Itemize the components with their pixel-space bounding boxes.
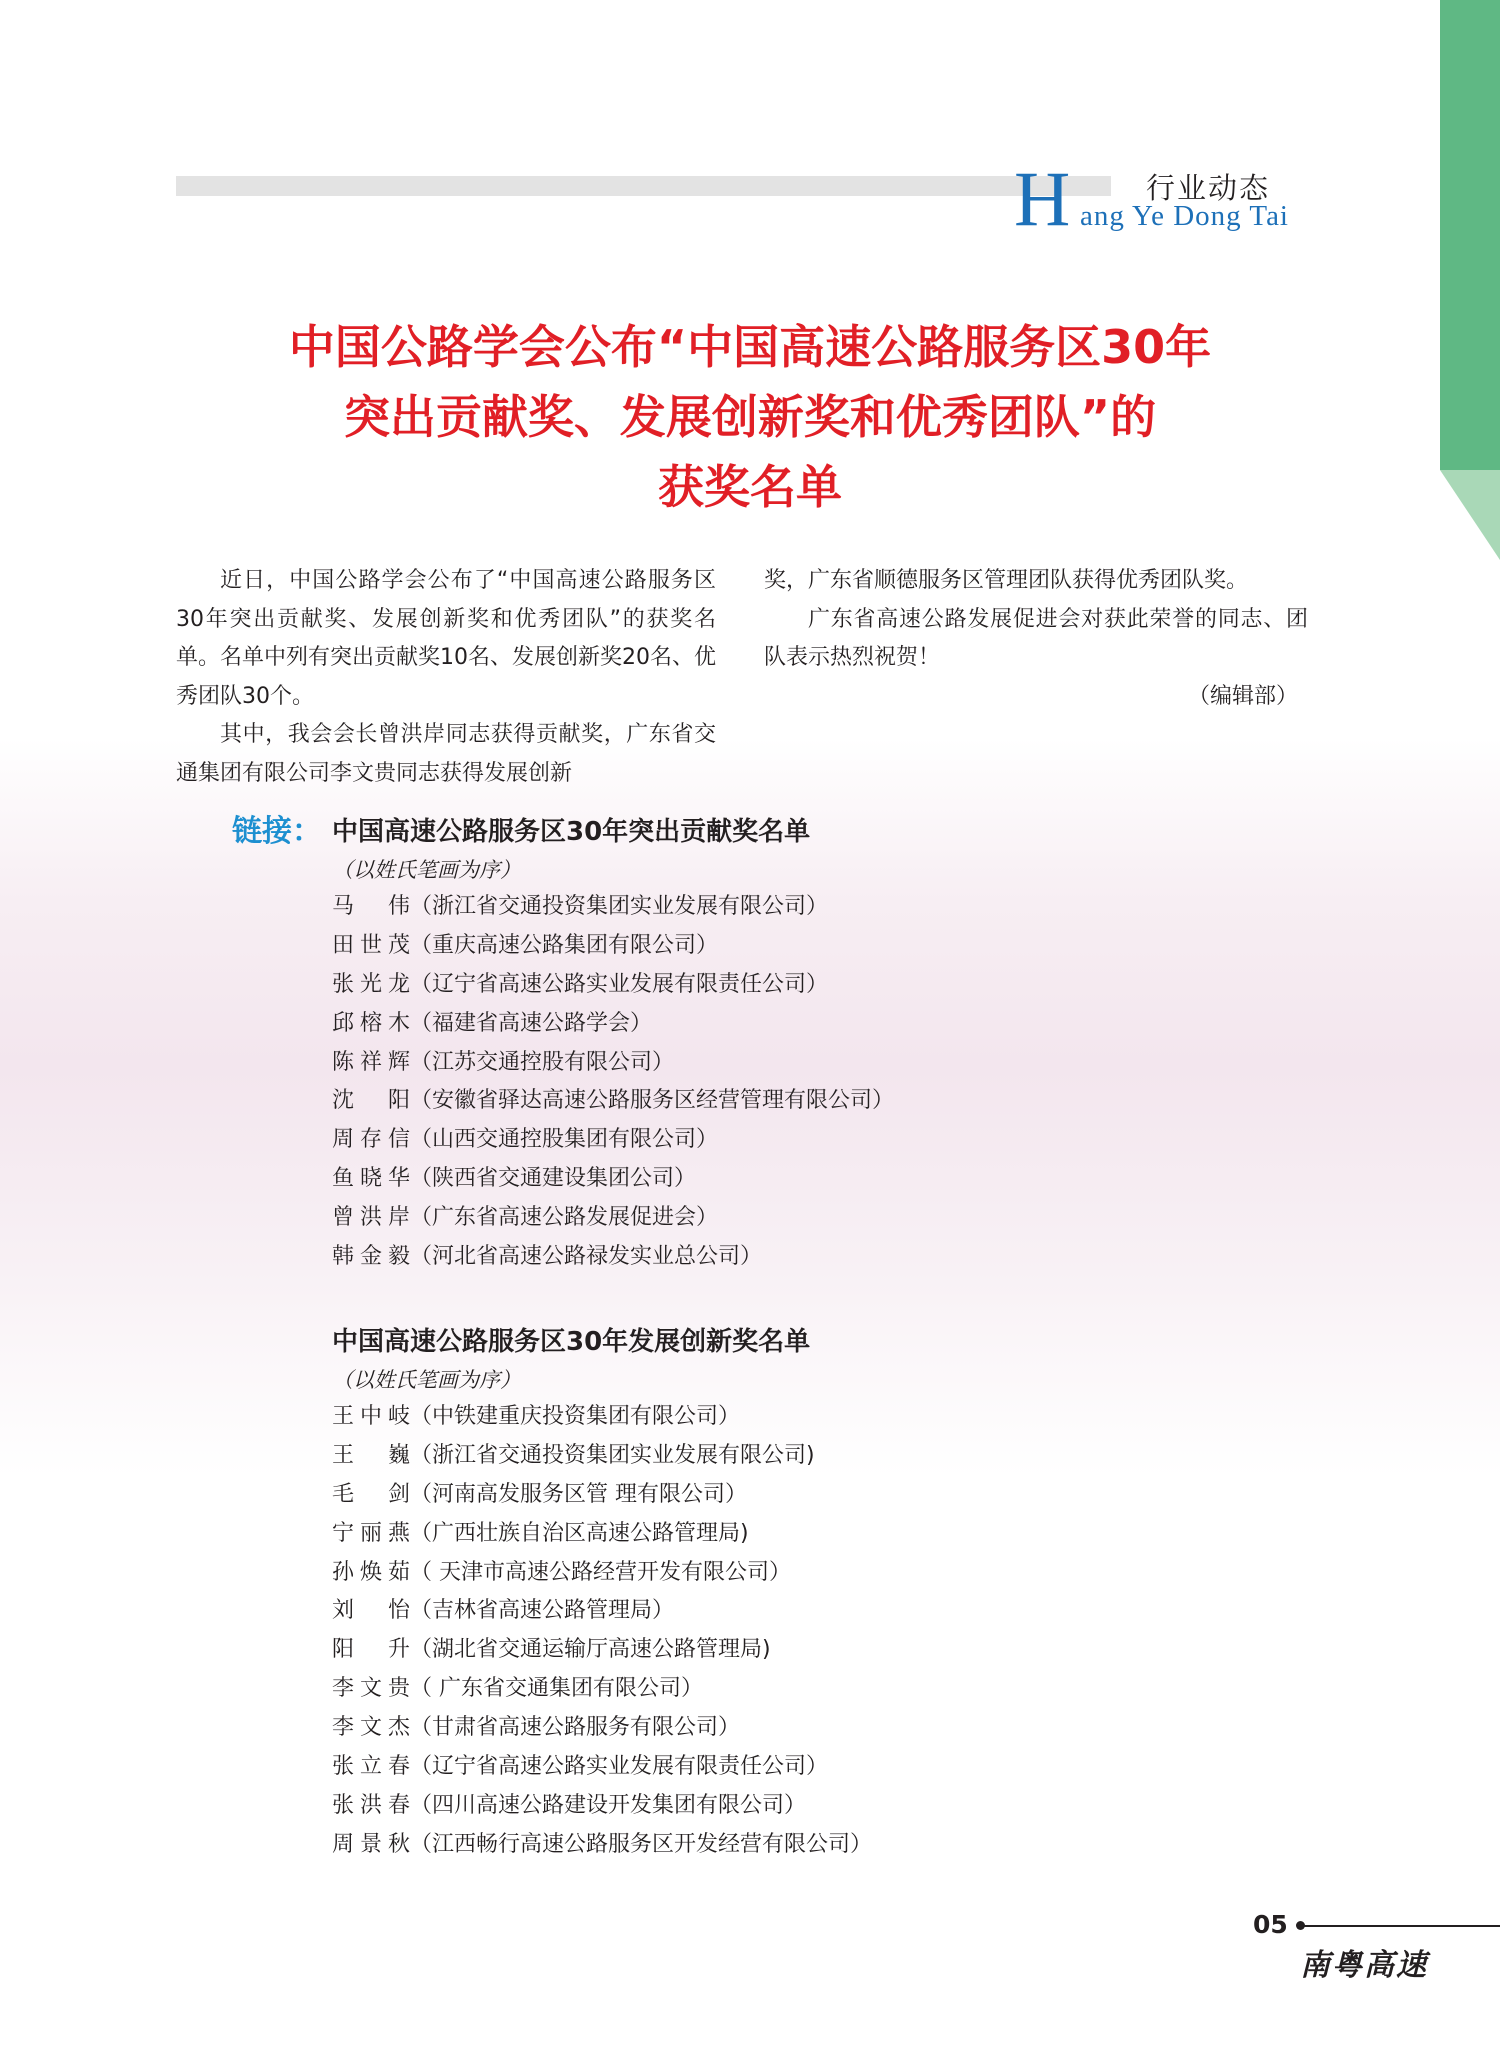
list-item	[332, 1044, 1232, 1083]
awardee-organization: （辽宁省高速公路实业发展有限责任公司）	[410, 971, 829, 997]
list-item	[332, 1238, 1232, 1277]
awardee-name: 李文杰	[332, 1715, 410, 1741]
awardee-organization: （浙江省交通投资集团实业发展有限公司)	[410, 1442, 815, 1468]
awardee-name: 邱榕木	[332, 1010, 410, 1036]
editor-credit: （编辑部）	[1187, 683, 1298, 709]
footer-rule	[1300, 1925, 1500, 1927]
list-item	[332, 1826, 1232, 1865]
awardee-organization: （广西壮族自治区高速公路管理局)	[410, 1520, 749, 1546]
awardee-name: 沈阳	[332, 1088, 410, 1114]
awardee-name: 张立春	[332, 1754, 410, 1780]
list-item	[332, 1515, 1232, 1554]
awardee-name: 宁丽燕	[332, 1520, 410, 1546]
awardee-organization: （广东省高速公路发展促进会）	[410, 1205, 719, 1231]
list-item	[332, 1082, 1232, 1121]
list-entries	[232, 1398, 1232, 1865]
section-title: 行业动态	[1146, 171, 1271, 205]
list-item	[332, 1199, 1232, 1238]
awardee-organization: （甘肃省高速公路服务有限公司）	[410, 1715, 741, 1741]
list-item	[332, 1670, 1232, 1709]
awardee-organization: （ 天津市高速公路经营开发有限公司）	[410, 1559, 791, 1585]
awardee-organization: （重庆高速公路集团有限公司）	[410, 932, 719, 958]
awardee-name: 阳升	[332, 1637, 410, 1663]
awardee-organization: （山西交通控股集团有限公司）	[410, 1127, 719, 1153]
body-paragraph: 广东省高速公路发展促进会对获此荣誉的同志、团队表示热烈祝贺！	[764, 606, 1308, 670]
awardee-organization: （吉林省高速公路管理局）	[410, 1598, 675, 1624]
awardee-organization: （福建省高速公路学会）	[410, 1010, 653, 1036]
awardee-organization: （江西畅行高速公路服务区开发经营有限公司）	[410, 1831, 873, 1857]
section-initial: H	[1014, 155, 1071, 242]
body-paragraph: 其中，我会会长曾洪岸同志获得贡献奖，广东省交通集团有限公司李文贵同志获得发展创新	[176, 722, 716, 786]
awardee-organization: （河南高发服务区管 理有限公司）	[410, 1481, 747, 1507]
awardee-organization: （四川高速公路建设开发集团有限公司）	[410, 1792, 807, 1818]
list-item	[332, 1005, 1232, 1044]
list-item	[332, 1787, 1232, 1826]
list-item	[332, 1709, 1232, 1748]
awardee-name: 孙焕茹	[332, 1559, 410, 1585]
awardee-name: 张光龙	[332, 971, 410, 997]
awardee-organization: （浙江省交通投资集团实业发展有限公司）	[410, 894, 829, 919]
awardee-name: 周景秋	[332, 1831, 410, 1857]
awardee-organization: （河北省高速公路禄发实业总公司）	[410, 1244, 763, 1270]
list-item	[332, 1554, 1232, 1593]
awardee-organization: （陕西省交通建设集团公司）	[410, 1166, 697, 1192]
awardee-name: 陈祥辉	[332, 1049, 410, 1075]
list-item	[332, 1398, 1232, 1437]
awardee-name: 王中岐	[332, 1404, 410, 1429]
awardee-organization: （中铁建重庆投资集团有限公司）	[410, 1404, 741, 1429]
award-list-contribution	[232, 812, 1232, 1277]
list-item	[332, 1476, 1232, 1515]
list-item	[332, 927, 1232, 966]
list-title: 中国高速公路服务区30年发展创新奖名单	[332, 1327, 811, 1357]
list-entries	[232, 888, 1232, 1277]
awardee-name: 李文贵	[332, 1676, 410, 1702]
list-item	[332, 1121, 1232, 1160]
body-paragraph-continued: 奖，广东省顺德服务区管理团队获得优秀团队奖。	[764, 568, 1249, 593]
body-column-right	[764, 562, 1308, 716]
awardee-name: 田世茂	[332, 932, 410, 958]
awardee-name: 马伟	[332, 894, 410, 919]
article-title	[150, 312, 1350, 522]
list-title: 中国高速公路服务区30年突出贡献奖名单	[332, 817, 811, 847]
title-line: 中国公路学会公布“中国高速公路服务区30年	[288, 320, 1212, 374]
awardee-name: 毛剑	[332, 1481, 410, 1507]
list-item	[332, 1592, 1232, 1631]
body-column-left	[176, 562, 716, 793]
award-list-innovation	[232, 1322, 1232, 1865]
awardee-organization: （辽宁省高速公路实业发展有限责任公司）	[410, 1754, 829, 1780]
list-item	[332, 966, 1232, 1005]
awardee-name: 张洪春	[332, 1792, 410, 1818]
awardee-organization: （ 广东省交通集团有限公司）	[410, 1676, 703, 1702]
awardee-organization: （湖北省交通运输厅高速公路管理局)	[410, 1637, 771, 1663]
header-rule	[176, 176, 1111, 196]
awardee-organization: （安徽省驿达高速公路服务区经营管理有限公司）	[410, 1088, 895, 1114]
list-sort-note: （以姓氏笔画为序）	[332, 858, 521, 882]
awardee-name: 刘怡	[332, 1598, 410, 1624]
awardee-name: 曾洪岸	[332, 1205, 410, 1231]
link-label: 链接：	[232, 814, 322, 849]
corner-decoration	[1440, 0, 1500, 560]
list-item	[332, 1160, 1232, 1199]
awardee-name: 鱼晓华	[332, 1166, 410, 1192]
list-item	[332, 888, 1232, 927]
title-line: 获奖名单	[658, 460, 842, 514]
page-number: 05	[1253, 1910, 1288, 1939]
awardee-name: 韩金毅	[332, 1244, 410, 1270]
title-line: 突出贡献奖、发展创新奖和优秀团队”的	[343, 390, 1157, 444]
publication-logo: 南粤高速	[1300, 1948, 1428, 1983]
awardee-name: 周存信	[332, 1127, 410, 1153]
section-title-en: ang Ye Dong Tai	[1080, 200, 1289, 232]
list-sort-note: （以姓氏笔画为序）	[332, 1368, 521, 1392]
awardee-organization: （江苏交通控股有限公司）	[410, 1049, 675, 1075]
awardee-name: 王巍	[332, 1442, 410, 1468]
list-item	[332, 1631, 1232, 1670]
list-item	[332, 1437, 1232, 1476]
list-item	[332, 1748, 1232, 1787]
body-paragraph: 近日，中国公路学会公布了“中国高速公路服务区30年突出贡献奖、发展创新奖和优秀团队”的获奖名单。名单中列有突出贡献奖10名、发展创新奖20名、优秀团队30个。	[176, 568, 716, 709]
